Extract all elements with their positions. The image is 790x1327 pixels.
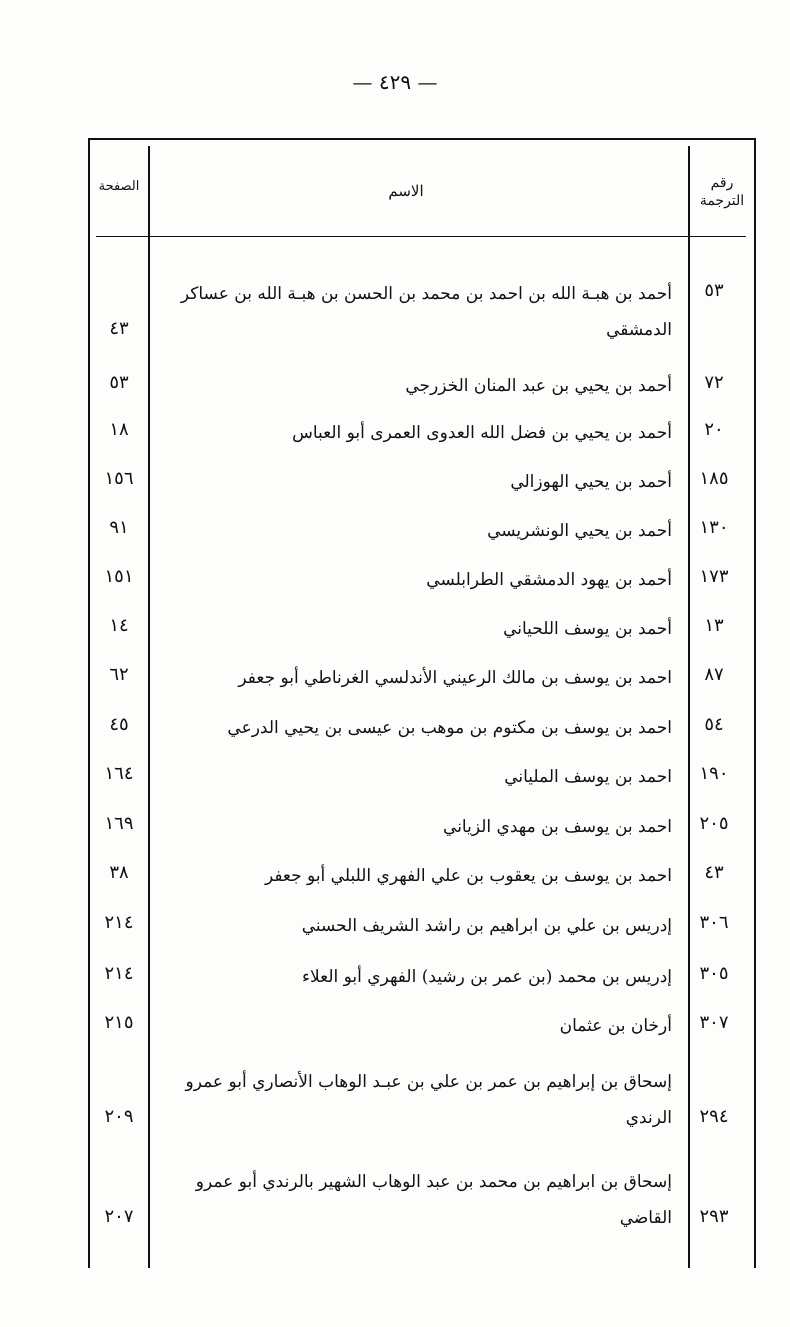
entry-page: ٦٢ xyxy=(109,664,129,685)
entry-page: ١٨ xyxy=(109,419,129,440)
entry-name: أحمد بن يحيي بن فضل الله العدوى العمرى أبو العباس xyxy=(292,423,672,443)
table-row xyxy=(88,809,756,849)
entry-number: ٢٠٥ xyxy=(699,813,729,834)
table-row xyxy=(88,1008,756,1048)
header-name: الاسم xyxy=(388,182,424,200)
entry-name: أرخان بن عثمان xyxy=(559,1016,672,1036)
entry-page: ٢١٤ xyxy=(104,963,134,984)
table-row xyxy=(88,1164,756,1244)
table-row xyxy=(88,660,756,700)
entry-number: ٧٢ xyxy=(704,372,724,393)
entry-number: ٨٧ xyxy=(704,664,724,685)
entry-number: ١٧٣ xyxy=(699,566,729,587)
table-row xyxy=(88,858,756,898)
entry-page: ١٦٤ xyxy=(104,763,134,784)
table-row xyxy=(88,959,756,999)
table-row xyxy=(88,759,756,799)
table-row xyxy=(88,1064,756,1144)
entry-page: ١٦٩ xyxy=(104,813,134,834)
entry-name: احمد بن يوسف بن يعقوب بن علي الفهري اللبلي أبو جعفر xyxy=(264,866,672,886)
header-page: الصفحة xyxy=(98,179,140,194)
entry-page: ٢٠٩ xyxy=(104,1106,134,1127)
header-entry-number: رقم الترجمة xyxy=(699,175,745,209)
table-row xyxy=(88,710,756,750)
entry-name: احمد بن يوسف بن مالك الرعيني الأندلسي الغرناطي أبو جعفر xyxy=(238,668,672,688)
entry-name: احمد بن يوسف بن مكتوم بن موهب بن عيسى بن يحيي الدرعي xyxy=(227,718,672,738)
table-row xyxy=(88,908,756,948)
entry-page: ٥٣ xyxy=(109,372,129,393)
entry-name: إدريس بن محمد (بن عمر بن رشيد) الفهري أبو العلاء xyxy=(301,967,672,987)
entry-number: ١٩٠ xyxy=(699,763,729,784)
entry-name: احمد بن يوسف الملياني xyxy=(504,767,672,787)
entry-name: أحمد بن هبـة الله بن احمد بن محمد بن الحسن بن هبـة الله بن عساكر الدمشقي xyxy=(180,284,672,340)
entry-number: ٢٩٣ xyxy=(699,1206,729,1227)
table-top-border xyxy=(88,138,756,140)
entry-number: ١٣٠ xyxy=(699,517,729,538)
entry-name: احمد بن يوسف بن مهدي الزياني xyxy=(443,817,672,837)
table-row xyxy=(88,513,756,553)
entry-number: ٣٠٧ xyxy=(699,1012,729,1033)
entry-number: ١٨٥ xyxy=(699,468,729,489)
entry-number: ٣٠٥ xyxy=(699,963,729,984)
table-row xyxy=(88,611,756,651)
entry-number: ١٣ xyxy=(704,615,724,636)
entry-page: ٢١٤ xyxy=(104,912,134,933)
entry-name: إسحاق بن إبراهيم بن عمر بن علي بن عبـد الوهاب الأنصاري أبو عمرو الرندي xyxy=(185,1072,672,1128)
entry-name: إسحاق بن ابراهيم بن محمد بن عبد الوهاب الشهير بالرندي أبو عمرو القاضي xyxy=(195,1172,672,1228)
entry-number: ٥٤ xyxy=(704,714,724,735)
entry-name: أحمد بن يحيي الهوزالي xyxy=(510,472,672,492)
entry-page: ١٥١ xyxy=(104,566,134,587)
index-table xyxy=(88,138,756,1268)
entry-page: ١٥٦ xyxy=(104,468,134,489)
entry-number: ٥٣ xyxy=(704,280,724,301)
page-number: — ٤٢٩ — xyxy=(352,70,438,94)
entry-page: ١٤ xyxy=(109,615,129,636)
table-row xyxy=(88,464,756,504)
entry-number: ٢٩٤ xyxy=(699,1106,729,1127)
table-row xyxy=(88,562,756,602)
entry-page: ٣٨ xyxy=(109,862,129,883)
entry-name: أحمد بن يهود الدمشقي الطرابلسي xyxy=(426,570,672,590)
entry-name: أحمد بن يحيي الونشريسي xyxy=(487,521,672,541)
table-row xyxy=(88,368,756,408)
entry-name: أحمد بن يحيي بن عبد المنان الخزرجي xyxy=(405,376,672,396)
entry-page: ٤٣ xyxy=(109,318,129,339)
header-bottom-border xyxy=(96,236,746,237)
entry-number: ٤٣ xyxy=(704,862,724,883)
table-row xyxy=(88,276,756,356)
entry-number: ٣٠٦ xyxy=(699,912,729,933)
entry-page: ٤٥ xyxy=(109,714,129,735)
entry-number: ٢٠ xyxy=(704,419,724,440)
entry-page: ٢١٥ xyxy=(104,1012,134,1033)
entry-page: ٩١ xyxy=(109,517,129,538)
entry-name: إدريس بن علي بن ابراهيم بن راشد الشريف الحسني xyxy=(301,916,672,936)
table-row xyxy=(88,415,756,455)
entry-page: ٢٠٧ xyxy=(104,1206,134,1227)
entry-name: أحمد بن يوسف اللحياني xyxy=(503,619,672,639)
